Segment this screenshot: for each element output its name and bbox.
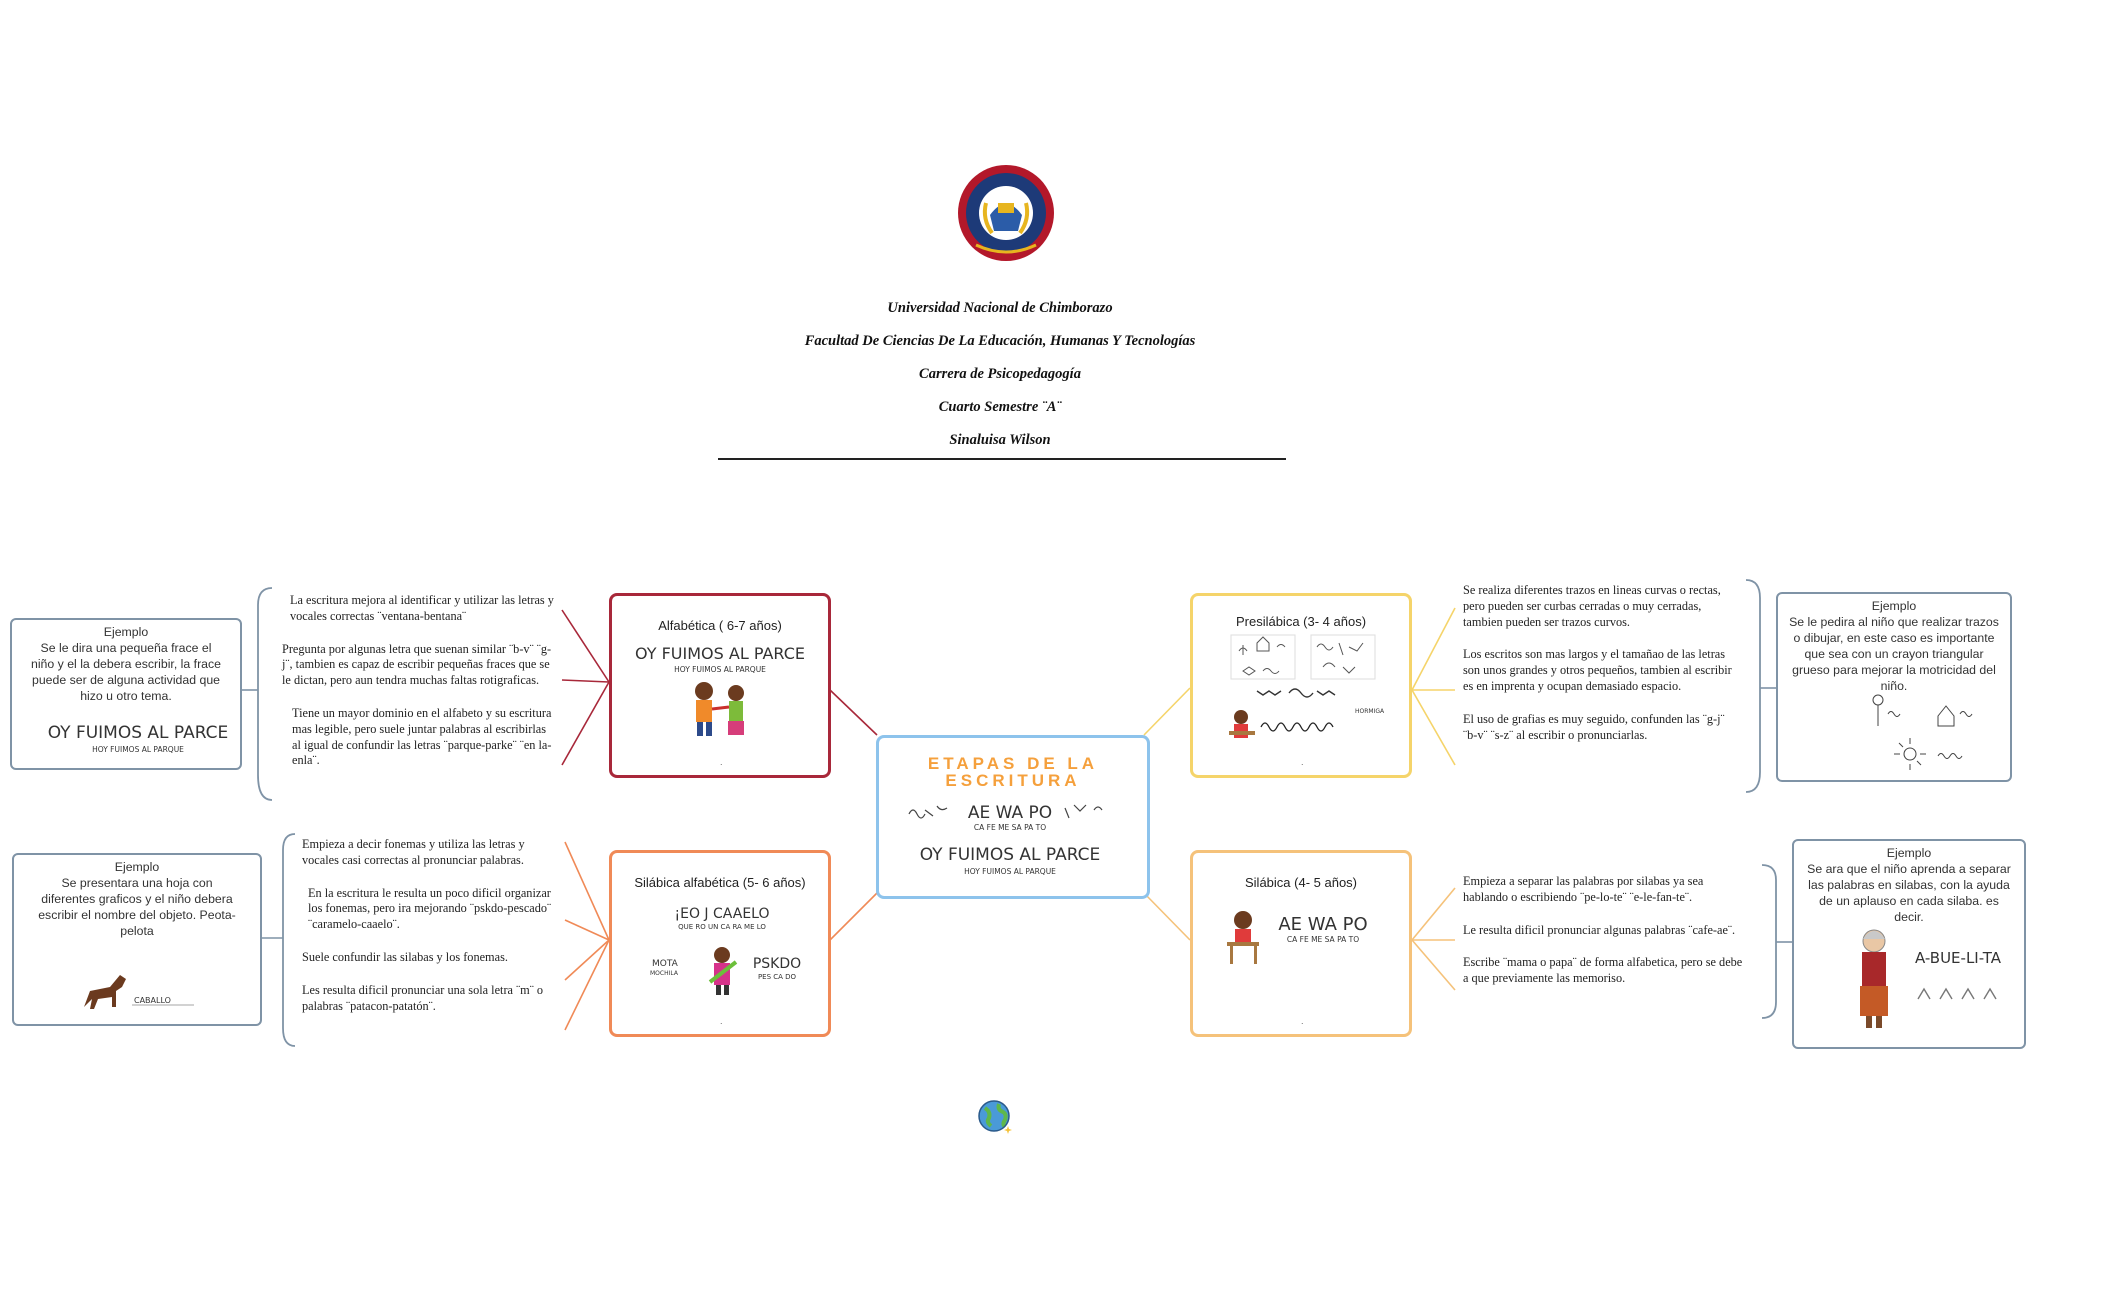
example-silabica[interactable] [1792, 839, 2026, 1049]
silalf-hw2-sub: PES CA DO [757, 973, 797, 981]
career-name: Carrera de Psicopedagogía [919, 366, 1081, 382]
example-silabica-title: Ejemplo [1886, 846, 1932, 860]
document-header [700, 296, 1300, 461]
silabica-hw: AE WA PO [1278, 914, 1368, 935]
node-silabica-alfabetica[interactable]: Silábica alfabética (5- 6 años) ¡EO J CAAELO QUE RO UN CA RA ME LO MOTA MOCHILA PSKDO PES CA DO . [609, 850, 831, 1037]
connector-silabica-desc-1 [1412, 888, 1455, 940]
connector-silabica-alf-desc-4 [565, 940, 609, 1030]
silabica-illustration [1193, 908, 1409, 1018]
university-name: Universidad Nacional de Chimborazo [887, 300, 1113, 316]
alfabetica-hw-sub: HOY FUIMOS AL PARQUE [674, 665, 766, 674]
example-presilabica-title: Ejemplo [1871, 599, 1917, 613]
silabica-hw-sub: CA FE ME SA PA TO [1286, 935, 1360, 944]
connector-center-silabica [1144, 893, 1190, 940]
silalf-desc-3: Suele confundir las silabas y los fonemas. [302, 949, 508, 964]
node-alfabetica-title: Alfabética ( 6-7 años) [658, 618, 782, 633]
node-alfabetica[interactable]: Alfabética ( 6-7 años) OY FUIMOS AL PARCE HOY FUIMOS AL PARQUE . [609, 593, 831, 778]
silabica-alfabetica-description [302, 837, 554, 1031]
node-silabica-alfabetica-title: Silábica alfabética (5- 6 años) [634, 875, 806, 890]
example-silabica-hw: A-BUE-LI-TA [1914, 949, 2002, 967]
node-silabica-title: Silábica (4- 5 años) [1245, 875, 1357, 890]
node-presilabica[interactable]: Presilábica (3- 4 años) HORMIGA . [1190, 593, 1412, 778]
connector-alfabetica-desc-3 [562, 682, 609, 765]
alfabetica-desc-3: Tiene un mayor dominio en el alfabeto y su escritura mas legible, pero suele juntar palabras al escribirlas al igual de confundir las letras ¨parque-parke¨ ¨en la-enla¨. [292, 705, 552, 768]
connector-center-presilabica [1144, 688, 1190, 735]
central-handwriting-sample [879, 790, 1141, 890]
brace-silabica [1762, 865, 1776, 1018]
connector-center-alfabetica [830, 690, 877, 735]
central-sample-bottom-sub: HOY FUIMOS AL PARQUE [964, 867, 1056, 876]
connector-silabica-alf-desc-1 [565, 842, 609, 940]
connector-center-silabica-alfabetica [830, 893, 877, 940]
presilabica-hw-label: HORMIGA [1355, 708, 1385, 715]
presilabica-description [1463, 583, 1735, 760]
header-divider [718, 458, 1286, 460]
example-alfabetica-title: Ejemplo [103, 625, 149, 639]
example-presilabica-drawings [1778, 690, 2010, 780]
globe-icon[interactable] [977, 1098, 1013, 1134]
node-silabica[interactable]: Silábica (4- 5 años) AE WA PO CA FE ME SA PA TO . [1190, 850, 1412, 1037]
example-silabica-alfabetica[interactable] [12, 853, 262, 1026]
connector-presilabica-desc-1 [1412, 608, 1455, 690]
example-alf-hw: OY FUIMOS AL PARCE [47, 723, 229, 743]
alfabetica-illustration [612, 641, 828, 751]
presilabica-desc-3: El uso de grafias es muy seguido, confunden las ¨g-j¨ ¨b-v¨ ¨s-z¨ al escribir o pronunciarlas. [1463, 711, 1725, 742]
alfabetica-desc-2: Pregunta por algunas letra que suenan similar ¨b-v¨ ¨g-j¨, tambien es capaz de escribir pequeñas fraces que se le dictan, pero aun tendra muchas faltas rotigraficas. [282, 641, 552, 688]
example-alfabetica-handwriting [12, 716, 240, 766]
connector-alfabetica-desc-2 [562, 680, 609, 682]
silalf-hw3: MOTA [652, 959, 678, 969]
silalf-hw3-sub: MOCHILA [650, 970, 678, 977]
faculty-name: Facultad De Ciencias De La Educación, Humanas Y Tecnologías [804, 333, 1196, 349]
example-silabica-illustration [1794, 921, 2024, 1041]
silabica-alfabetica-illustration [612, 900, 828, 1010]
connector-silabica-alf-desc-3 [565, 940, 609, 980]
silabica-desc-2: Le resulta dificil pronunciar algunas palabras ¨cafe-ae¨. [1463, 922, 1736, 937]
central-topic-title: ETAPAS DE LA ESCRITURA [927, 754, 1099, 790]
central-sample-top: AE WA PO [967, 803, 1053, 823]
connector-presilabica-desc-3 [1412, 690, 1455, 765]
example-silabica-text: Se ara que el niño aprenda a separar las palabras en silabas, con la ayuda de un aplauso en cada silaba. es decir. [1807, 862, 2011, 924]
central-sample-top-sub: CA FE ME SA PA TO [973, 823, 1047, 832]
example-alfabetica-text: Se le dira una pequeña frace el niño y el la debera escribir, la frace puede ser de alguna actividad que hizo u otro tema. [30, 641, 222, 703]
author-name: Sinaluisa Wilson [949, 432, 1051, 448]
example-silalf-horse-illustration [14, 963, 260, 1023]
brace-alfabetica [258, 588, 272, 800]
brace-silabica-alfabetica [283, 834, 295, 1046]
silabica-desc-1: Empieza a separar las palabras por silabas ya sea hablando o escribiendo ¨pe-lo-te¨ ¨e-le-fan-te¨. [1463, 874, 1704, 904]
connector-alfabetica-desc-1 [562, 610, 609, 682]
silalf-desc-4: Les resulta dificil pronunciar una sola letra ¨m¨ o palabras ¨patacon-patatón¨. [302, 982, 544, 1013]
presilabica-desc-2: Los escritos son mas largos y el tamañao de las letras son unos grandes y otros pequeños, tambien al escribir es en imprenta y ocupan demasiado espacio. [1463, 647, 1732, 693]
silabica-description [1463, 874, 1743, 1004]
presilabica-desc-1: Se realiza diferentes trazos en lineas curvas o rectas, pero pueden ser curbas cerradas o muy cerradas, tambien pueden ser trazos curvos. [1463, 583, 1721, 629]
silalf-hw1-sub: QUE RO UN CA RA ME LO [678, 923, 766, 931]
example-presilabica[interactable] [1776, 592, 2012, 782]
silalf-hw1: ¡EO J CAAELO [674, 906, 770, 922]
example-alfabetica[interactable] [10, 618, 242, 770]
example-presilabica-text: Se le pedira al niño que realizar trazos o dibujar, en este caso es importante que sea con un crayon triangular grueso para mejorar la motricidad del niño. [1789, 615, 1999, 693]
silabica-desc-3: Escribe ¨mama o papa¨ de forma alfabetica, pero se debe a que previamente las memoriso. [1463, 955, 1743, 986]
example-silalf-text: Se presentara una hoja con diferentes graficos y el niño debera escribir el nombre del objeto. Peota-pelota [38, 876, 236, 938]
example-alf-hw-sub: HOY FUIMOS AL PARQUE [92, 745, 184, 754]
central-sample-bottom: OY FUIMOS AL PARCE [919, 845, 1101, 865]
alfabetica-hw: OY FUIMOS AL PARCE [635, 644, 805, 663]
alfabetica-description [282, 593, 554, 786]
brace-presilabica [1746, 580, 1760, 792]
example-silalf-title: Ejemplo [114, 860, 160, 874]
university-logo [956, 163, 1056, 263]
semester: Cuarto Semestre ¨A¨ [938, 399, 1062, 415]
connector-silabica-desc-3 [1412, 940, 1455, 990]
alfabetica-desc-1: La escritura mejora al identificar y utilizar las letras y vocales correctas ¨ventana-bentana¨ [290, 593, 554, 623]
connector-silabica-alf-desc-2 [565, 920, 609, 940]
central-topic-node[interactable] [876, 735, 1150, 899]
node-presilabica-title: Presilábica (3- 4 años) [1235, 614, 1367, 629]
silalf-desc-2: En la escritura le resulta un poco dificil organizar los fonemas, pero ira mejorando ¨pskdo-pescado¨ ¨caramelo-caaelo¨. [308, 885, 552, 932]
presilabica-illustration [1193, 631, 1409, 751]
silalf-hw2: PSKDO [752, 956, 802, 972]
example-silalf-hw: CABALLO [134, 996, 171, 1005]
silalf-desc-1: Empieza a decir fonemas y utiliza las letras y vocales casi correctas al pronunciar palabras. [302, 837, 525, 867]
